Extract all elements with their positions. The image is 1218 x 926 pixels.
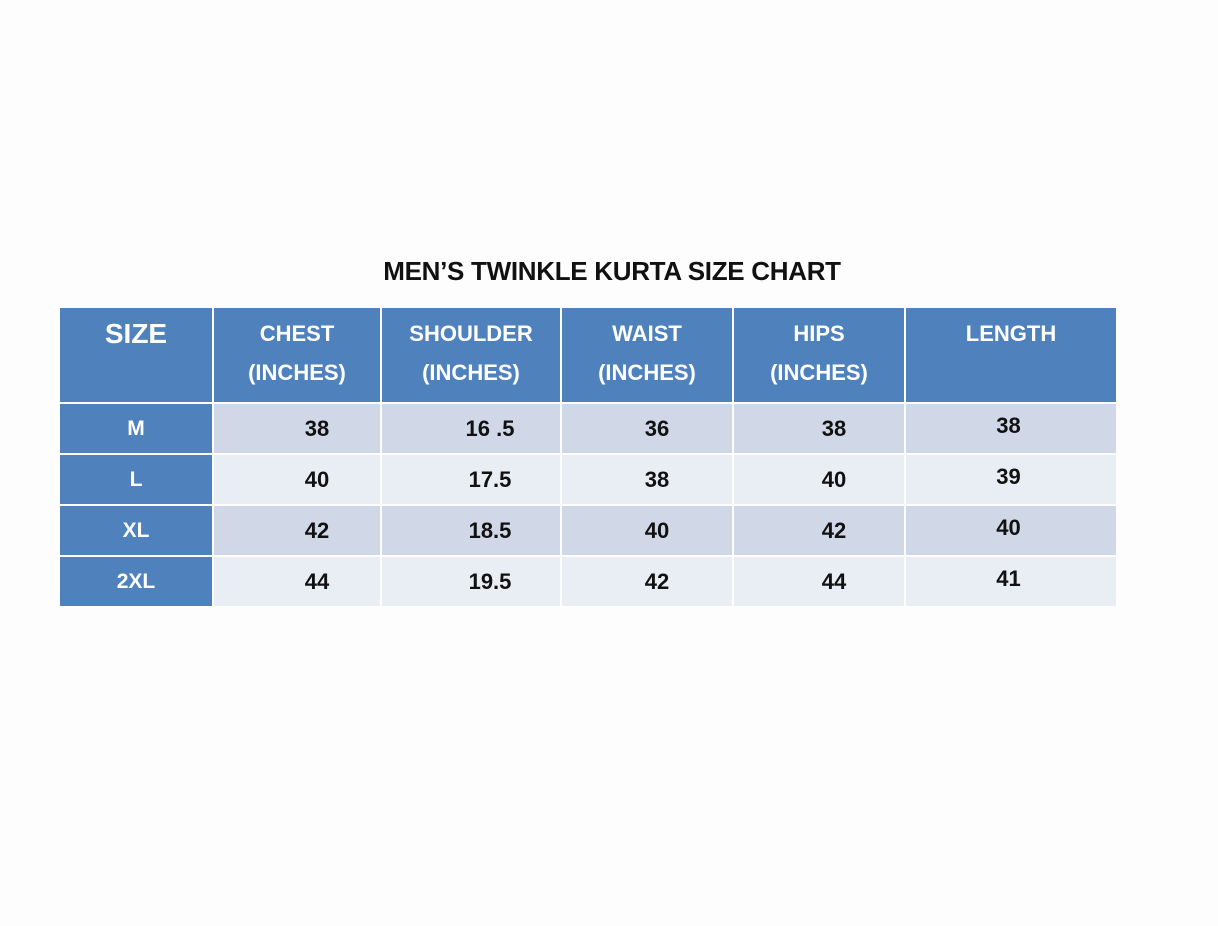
header-waist-unit: (INCHES) [598,360,696,385]
cell-value: 40 [304,466,330,492]
cell-value: 40 [996,514,1021,540]
header-chest-unit: (INCHES) [248,360,346,385]
header-length-label: LENGTH [965,321,1057,346]
cell-shoulder [382,506,560,555]
row-size-xl: XL [60,506,212,555]
cell-waist [562,404,732,453]
cell-value: 38 [304,415,330,441]
cell-value: 40 [821,466,847,492]
cell-hips [734,455,904,504]
cell-value: 44 [304,568,330,594]
cell-chest [214,506,380,555]
cell-value: 38 [821,415,847,441]
header-length [906,308,1116,402]
cell-shoulder [382,404,560,453]
cell-chest [214,557,380,606]
size-chart-table [60,308,1106,606]
header-hips-unit: (INCHES) [770,360,868,385]
cell-chest [214,455,380,504]
row-size-l: L [60,455,212,504]
header-shoulder-unit: (INCHES) [422,360,520,385]
cell-shoulder [382,557,560,606]
header-shoulder-label: SHOULDER [409,321,533,346]
header-chest-label: CHEST [259,321,335,346]
cell-value: 36 [644,415,670,441]
cell-waist [562,455,732,504]
cell-value: 41 [996,565,1021,591]
header-waist-label: WAIST [612,321,682,346]
cell-length [906,557,1116,606]
size-chart-title: MEN’S TWINKLE KURTA SIZE CHART [383,256,841,286]
cell-shoulder [382,455,560,504]
cell-value: 42 [304,517,330,543]
cell-hips [734,557,904,606]
cell-chest [214,404,380,453]
header-size-label: SIZE [104,318,168,349]
header-shoulder [382,308,560,402]
cell-value: 42 [644,568,670,594]
cell-hips [734,404,904,453]
cell-waist [562,557,732,606]
cell-hips [734,506,904,555]
cell-value: 19.5 [468,568,512,594]
cell-value: 38 [644,466,670,492]
cell-value: 44 [821,568,847,594]
cell-length [906,455,1116,504]
cell-value: 42 [821,517,847,543]
cell-length [906,506,1116,555]
cell-length [906,404,1116,453]
cell-waist [562,506,732,555]
cell-value: 38 [996,412,1021,438]
cell-value: 18.5 [468,517,512,543]
cell-value: 17.5 [468,466,512,492]
cell-value: 39 [996,463,1021,489]
cell-value: 40 [644,517,670,543]
header-hips [734,308,904,402]
header-hips-label: HIPS [793,321,845,346]
row-size-2xl: 2XL [60,557,212,606]
header-waist [562,308,732,402]
header-size [60,308,212,402]
header-chest [214,308,380,402]
cell-value: 16 .5 [465,415,515,441]
row-size-m: M [60,404,212,453]
